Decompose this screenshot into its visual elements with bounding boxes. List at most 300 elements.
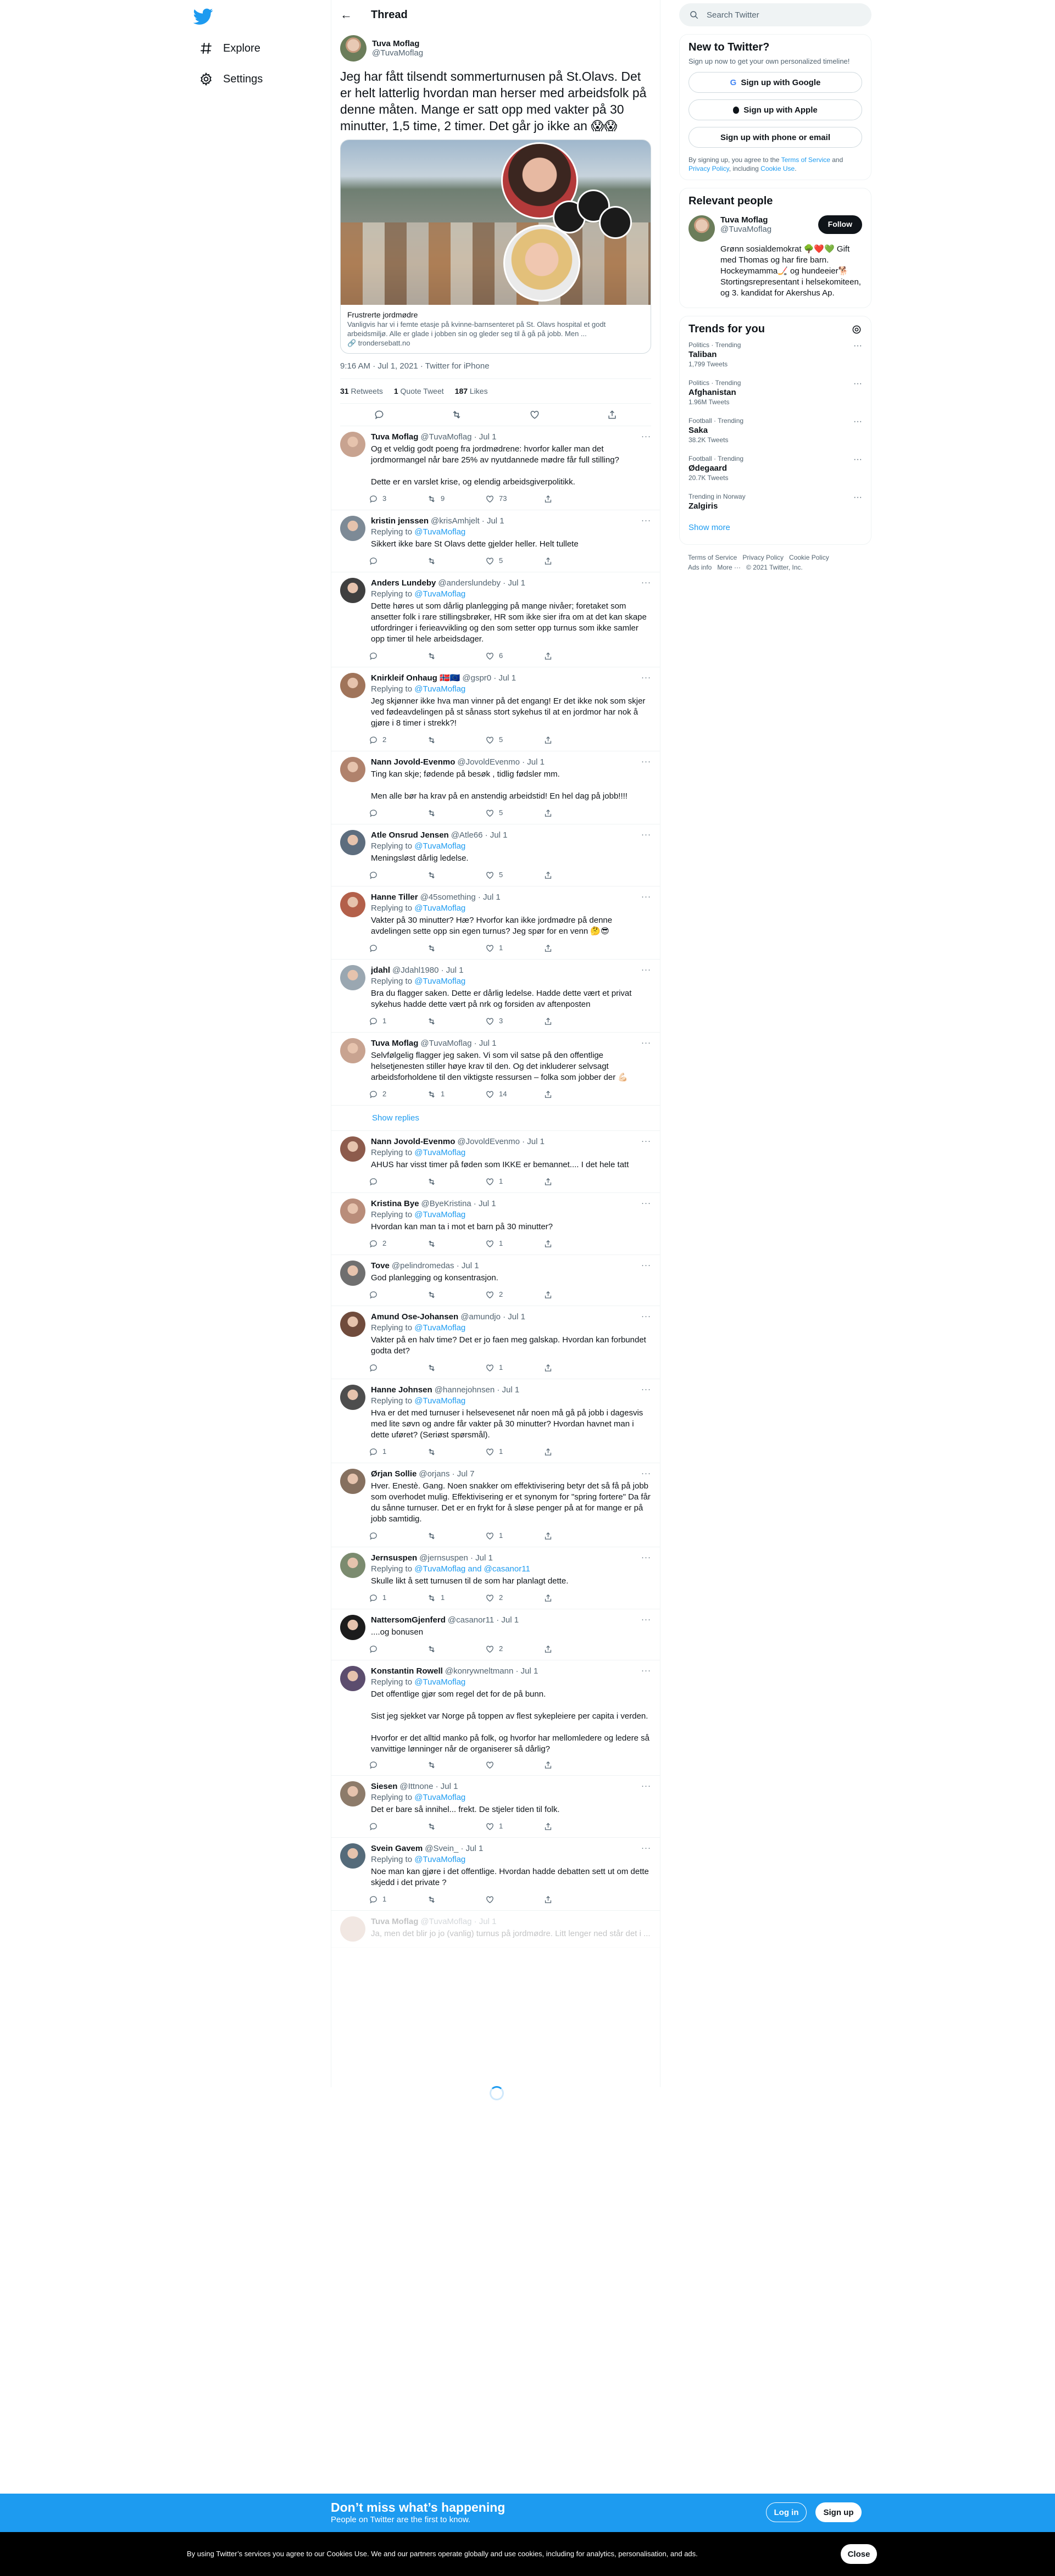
replying-to-link[interactable]: @TuvaMoflag [414,1323,466,1332]
reply-author-name[interactable]: Knirkleif Onhaug 🇳🇴🇪🇺 [371,673,460,683]
nav-settings[interactable] [192,66,269,92]
share-action[interactable] [543,1821,602,1832]
reply-header [371,1916,651,1927]
quotes-stat[interactable] [394,387,444,395]
retweets-stat[interactable] [340,387,383,395]
like-action[interactable] [485,807,543,818]
trend-item[interactable] [688,373,862,411]
more-options-icon[interactable]: ··· [853,455,862,464]
twitter-logo-icon[interactable] [193,7,213,26]
reply-tweet[interactable] [331,510,660,572]
trend-item[interactable] [688,487,862,517]
reply-author-handle[interactable]: @krisAmhjelt · Jul 1 [431,516,504,526]
like-action[interactable] [485,1643,543,1654]
avatar[interactable] [688,215,715,242]
retweet-icon [427,1644,436,1654]
retweets-label: Retweets [351,387,383,395]
like-action[interactable] [485,1894,543,1905]
share-action[interactable] [543,1362,602,1373]
share-action[interactable] [543,493,602,504]
reply-author-name[interactable]: kristin jenssen [371,516,429,526]
more-options-icon[interactable]: ··· [641,1843,651,1853]
reply-author-handle[interactable]: @hannejohnsen · Jul 1 [434,1385,520,1395]
avatar[interactable] [340,1038,365,1063]
reply-author-name[interactable]: Tuva Moflag [371,432,419,442]
share-action[interactable] [543,734,602,745]
reply-text: Dette høres ut som dårlig planlegging på mange nivåer; foretaket som ansetter folk i rare stillingsbrøker, HR som ikke sier ifra om at det kan skape utfordringer i ferieavvikling og den som setter opp turnus som ikke samler opp timer til hele arbeidsdager. [371,601,647,644]
like-count: 2 [499,1290,503,1298]
reply-tweet[interactable] [331,1033,660,1106]
main-tweet-author[interactable] [340,35,651,62]
retweet-action[interactable] [427,1238,485,1249]
reply-author-name[interactable]: Hanne Tiller [371,893,418,902]
reply-action[interactable] [369,1176,427,1187]
reply-tweet[interactable] [331,1776,660,1838]
retweet-action[interactable] [427,493,485,504]
reply-author-name[interactable]: Nann Jovold-Evenmo [371,1137,456,1146]
like-action[interactable] [485,1760,543,1770]
replying-to-link[interactable]: @TuvaMoflag [414,1793,466,1802]
more-options-icon[interactable]: ··· [641,1261,651,1270]
retweet-action[interactable] [427,1643,485,1654]
reply-author-handle[interactable]: @Atle66 · Jul 1 [451,830,508,840]
like-action[interactable] [485,734,543,745]
apple-signup-button[interactable] [688,99,862,120]
footer-line-1[interactable]: Terms of Service Privacy Policy Cookie Policy [688,554,829,561]
reply-author-name[interactable]: Jernsuspen [371,1553,418,1563]
retweet-icon [427,1290,436,1300]
like-action[interactable] [485,1089,543,1100]
replies-list [331,426,660,1948]
avatar[interactable] [340,965,365,990]
reply-author-name[interactable]: Tove [371,1261,390,1270]
reply-tweet[interactable] [331,1255,660,1306]
author-handle: @TuvaMoflag [372,48,424,58]
share-action[interactable] [543,1760,602,1770]
footer-line-2[interactable]: Ads info More ··· © 2021 Twitter, Inc. [688,564,803,571]
avatar[interactable] [340,1312,365,1337]
reply-tweet[interactable] [331,572,660,667]
share-action[interactable] [543,555,602,566]
reply-author-handle[interactable]: @anderslundeby · Jul 1 [438,578,526,588]
retweet-action[interactable] [427,1446,485,1457]
retweet-action[interactable] [427,555,485,566]
card-description: Vanligvis har vi i femte etasje på kvinne-barnsenteret på St. Olavs hospital et godt arbeidsmiljø. Alle er glade i jobben sin og gleder seg til å gå på jobb. Men ... [347,320,606,338]
avatar[interactable] [340,1553,365,1578]
cookie-link[interactable]: Cookie Use [760,165,795,172]
more-options-icon[interactable]: ··· [641,516,651,525]
share-action[interactable] [543,869,602,880]
reply-action[interactable] [369,1446,427,1457]
reply-tweet[interactable] [331,1131,660,1193]
reply-action[interactable] [369,493,427,504]
more-options-icon[interactable]: ··· [641,1553,651,1562]
avatar[interactable] [340,1198,365,1224]
google-icon: G [730,77,737,87]
more-options-icon[interactable]: ··· [853,379,862,388]
search-box[interactable] [679,3,871,26]
more-options-icon[interactable]: ··· [641,578,651,587]
reply-body [371,892,651,959]
reply-body [371,1385,651,1463]
retweet-action[interactable] [427,734,485,745]
reply-body [371,830,651,886]
reply-author-name[interactable]: jdahl [371,966,391,975]
like-action[interactable] [485,1530,543,1541]
reply-author-name[interactable]: Kristina Bye [371,1199,419,1208]
replying-to-link[interactable]: @TuvaMoflag [414,904,466,913]
replying-to-link[interactable]: @TuvaMoflag [414,1677,466,1687]
reply-action[interactable] [369,1821,427,1832]
trend-item[interactable] [688,411,862,449]
more-options-icon[interactable]: ··· [641,965,651,974]
retweet-action[interactable] [427,1289,485,1300]
likes-stat[interactable] [455,387,488,395]
reply-tweet[interactable] [331,824,660,886]
reply-body [371,757,651,824]
retweet-action[interactable] [427,1016,485,1027]
follow-button[interactable]: Follow [818,215,862,234]
more-options-icon[interactable]: ··· [641,1136,651,1146]
relevant-person[interactable] [688,215,862,242]
retweet-icon[interactable] [451,409,462,420]
share-action[interactable] [543,1446,602,1457]
more-options-icon[interactable]: ··· [641,1385,651,1394]
more-options-icon[interactable]: ··· [641,1469,651,1478]
reply-tweet[interactable] [331,1547,660,1609]
replying-to: Replying to @TuvaMoflag [371,527,466,537]
reply-author-handle[interactable]: @casanor11 · Jul 1 [447,1615,519,1625]
reply-author-handle[interactable]: @amundjo · Jul 1 [460,1312,525,1322]
share-action[interactable] [543,1592,602,1603]
replying-to-link[interactable]: @TuvaMoflag [414,977,466,986]
avatar[interactable] [340,578,365,603]
reply-author-handle[interactable]: @45something · Jul 1 [420,893,501,902]
tweet-actions [340,404,651,426]
terms-link[interactable]: Terms of Service [781,156,830,164]
reply-action[interactable] [369,734,427,745]
apple-icon [733,107,739,114]
reply-header [371,1553,651,1564]
replying-to: Replying to @TuvaMoflag [371,841,466,851]
nav-explore[interactable] [192,35,267,62]
share-icon [543,556,553,566]
reply-action[interactable] [369,1238,427,1249]
reply-author-handle[interactable]: @pelindromedas · Jul 1 [391,1261,479,1270]
more-options-icon[interactable]: ··· [641,1312,651,1321]
reply-tweet[interactable] [331,1306,660,1379]
relevant-people-panel [679,188,871,308]
trend-title: Ødegaard [688,464,728,473]
reply-author-handle[interactable]: @TuvaMoflag · Jul 1 [420,1039,497,1048]
retweet-action[interactable] [427,1894,485,1905]
reply-author-handle[interactable]: @TuvaMoflag · Jul 1 [420,432,497,442]
like-action[interactable] [485,1821,543,1832]
reply-tweet[interactable] [331,667,660,751]
replying-to-link[interactable]: @TuvaMoflag [414,589,466,599]
retweet-icon [427,494,436,504]
like-action[interactable] [485,1592,543,1603]
reply-icon[interactable] [374,409,385,420]
retweet-action[interactable] [427,943,485,954]
share-action[interactable] [543,1894,602,1905]
share-action[interactable] [543,943,602,954]
avatar[interactable] [340,1615,365,1640]
avatar[interactable] [340,1666,365,1691]
phone-signup-button[interactable] [688,127,862,148]
like-icon [485,651,495,661]
more-options-icon[interactable]: ··· [641,432,651,441]
retweet-icon [427,871,436,880]
reply-actions [369,1089,651,1100]
like-icon[interactable] [529,409,540,420]
reply-action[interactable] [369,807,427,818]
avatar[interactable] [340,432,365,457]
reply-tweet[interactable] [331,960,660,1033]
legal-text-d: . [795,165,797,172]
reply-text: Sikkert ikke bare St Olavs dette gjelder heller. Helt tullete [371,539,579,549]
like-action[interactable] [485,555,543,566]
retweet-action[interactable] [427,650,485,661]
nav-explore-label: Explore [223,42,260,54]
like-action[interactable] [485,1362,543,1373]
reply-author-handle[interactable]: @ByeKristina · Jul 1 [421,1199,496,1208]
replying-to-link[interactable]: @TuvaMoflag [414,527,466,537]
retweet-action[interactable] [427,1176,485,1187]
reply-tweet[interactable] [331,886,660,960]
reply-tweet[interactable] [331,751,660,824]
more-options-icon[interactable]: ··· [641,1781,651,1791]
reply-tweet[interactable] [331,1463,660,1547]
signup-legal [688,155,862,173]
reply-author-handle[interactable]: @orjans · Jul 7 [419,1469,475,1479]
reply-body [371,1312,651,1379]
replying-to-link[interactable]: @TuvaMoflag [414,1210,466,1219]
avatar[interactable] [340,1843,365,1869]
reply-action[interactable] [369,869,427,880]
share-icon [543,1895,553,1904]
reply-action[interactable] [369,1289,427,1300]
replying-to-link[interactable]: @TuvaMoflag [414,1148,466,1157]
avatar[interactable] [340,35,367,62]
like-action[interactable] [485,493,543,504]
reply-tweet[interactable] [331,1838,660,1911]
share-action[interactable] [543,1089,602,1100]
share-action[interactable] [543,1289,602,1300]
like-count: 1 [499,1447,503,1456]
reply-header [371,673,651,684]
trend-item[interactable] [688,336,862,373]
avatar[interactable] [340,1136,365,1162]
retweet-action[interactable] [427,1362,485,1373]
reply-actions [369,1176,651,1187]
like-action[interactable] [485,1238,543,1249]
reply-header [371,1038,651,1049]
reply-author-name[interactable]: Anders Lundeby [371,578,436,588]
reply-author-name[interactable]: Amund Ose-Johansen [371,1312,459,1322]
reply-author-handle[interactable]: @Ittnone · Jul 1 [399,1782,458,1791]
reply-author-name[interactable]: Hanne Johnsen [371,1385,432,1395]
replying-to-link[interactable]: @TuvaMoflag [414,841,466,851]
replying-to: Replying to @TuvaMoflag [371,1323,466,1332]
more-options-icon[interactable]: ··· [641,892,651,901]
reply-author-handle[interactable]: @Svein_ · Jul 1 [425,1844,484,1853]
share-action[interactable] [543,1238,602,1249]
search-input[interactable]: Search Twitter [707,10,759,20]
reply-author-name[interactable]: Svein Gavem [371,1844,423,1853]
retweet-icon [427,651,436,661]
like-count: 5 [499,809,503,817]
reply-actions [369,1289,651,1300]
reply-author-name[interactable]: NattersomGjenferd [371,1615,446,1625]
reply-count: 1 [382,1593,387,1602]
retweet-icon [427,1239,436,1248]
like-action[interactable] [485,1446,543,1457]
reply-actions [369,1821,651,1832]
reply-count: 1 [382,1447,387,1456]
person-name: Tuva Moflag [720,215,768,225]
reply-author-handle[interactable]: @jernsuspen · Jul 1 [419,1553,493,1563]
reply-action[interactable] [369,1894,427,1905]
share-icon[interactable] [607,409,618,420]
privacy-link[interactable]: Privacy Policy [688,165,729,172]
like-action[interactable] [485,1289,543,1300]
reply-author-handle[interactable]: @JovoldEvenmo · Jul 1 [457,1137,545,1146]
avatar[interactable] [340,1385,365,1410]
show-replies-link[interactable]: Show replies [331,1106,660,1131]
share-action[interactable] [543,1643,602,1654]
retweet-action[interactable] [427,1592,485,1603]
like-action[interactable] [485,1176,543,1187]
reply-action[interactable] [369,1089,427,1100]
replying-to-link[interactable]: @TuvaMoflag [414,1396,466,1406]
like-icon [485,809,495,818]
replying-to-link[interactable]: @TuvaMoflag and @casanor11 [414,1564,530,1574]
replying-to: Replying to @TuvaMoflag [371,1793,466,1802]
reply-header [371,1385,651,1396]
more-options-icon[interactable]: ··· [641,1038,651,1047]
reply-tweet[interactable] [331,1609,660,1660]
reply-action[interactable] [369,1362,427,1373]
reply-tweet[interactable] [331,1193,660,1255]
trend-item[interactable] [688,449,862,487]
reply-text: Skulle likt å sett turnusen til de som har planlagt dette. [371,1576,569,1586]
reply-author-name[interactable]: Nann Jovold-Evenmo [371,757,456,767]
more-options-icon[interactable]: ··· [641,830,651,839]
more-options-icon[interactable]: ··· [853,341,862,350]
reply-tweet[interactable] [331,426,660,510]
avatar[interactable] [340,1261,365,1286]
retweet-count: 1 [441,1090,445,1098]
replying-to: Replying to @TuvaMoflag [371,589,466,599]
google-signup-button[interactable] [688,72,862,93]
settings-gear-icon[interactable] [851,324,862,335]
more-options-icon[interactable]: ··· [641,1198,651,1208]
share-action[interactable] [543,807,602,818]
retweet-action[interactable] [427,1760,485,1770]
reply-author-handle[interactable]: @konrywneltmann · Jul 1 [445,1666,538,1676]
tweet-timestamp[interactable]: 9:16 AM · Jul 1, 2021 · Twitter for iPhone [340,354,651,379]
show-more-link[interactable]: Show more [688,523,730,532]
reply-icon [369,1290,378,1300]
retweet-action[interactable] [427,1089,485,1100]
avatar[interactable] [340,673,365,698]
avatar[interactable] [340,830,365,855]
person-bio: Grønn sosialdemokrat 🌳❤️💚 Gift med Thomas og har fire barn. Hockeymamma🏒 og hundeeier🐕 Stortingsrepresentant i helsekomiteen, og 3. kandidat for Akershus Ap. [720,244,861,298]
like-action[interactable] [485,650,543,661]
reply-author-handle[interactable]: @Jdahl1980 · Jul 1 [392,966,464,975]
google-signup-label: Sign up with Google [741,77,821,87]
avatar[interactable] [340,516,365,541]
retweet-action[interactable] [427,807,485,818]
trend-count: 1,799 Tweets [688,360,728,368]
more-options-icon[interactable]: ··· [853,493,862,502]
reply-action[interactable] [369,1016,427,1027]
reply-action[interactable] [369,1592,427,1603]
reply-action[interactable] [369,555,427,566]
like-action[interactable] [485,869,543,880]
more-options-icon[interactable]: ··· [853,417,862,426]
reply-author-name[interactable]: Atle Onsrud Jensen [371,830,449,840]
reply-author-name[interactable]: Tuva Moflag [371,1039,419,1048]
more-options-icon[interactable]: ··· [641,757,651,766]
close-cookie-button[interactable]: Close [841,2544,877,2564]
like-action[interactable] [485,943,543,954]
reply-action[interactable] [369,1760,427,1770]
link-card[interactable] [340,140,651,354]
share-action[interactable] [543,1530,602,1541]
avatar[interactable] [340,1469,365,1494]
retweet-action[interactable] [427,869,485,880]
reply-action[interactable] [369,1530,427,1541]
reply-action[interactable] [369,943,427,954]
reply-action[interactable] [369,650,427,661]
reply-action[interactable] [369,1643,427,1654]
more-options-icon[interactable]: ··· [641,1666,651,1675]
share-action[interactable] [543,650,602,661]
like-count: 5 [499,556,503,565]
reply-author-name[interactable]: Siesen [371,1782,398,1791]
reply-header [371,432,651,443]
reply-tweet[interactable] [331,1660,660,1776]
replying-to-link[interactable]: @TuvaMoflag [414,684,466,694]
signup-button[interactable]: Sign up [815,2502,862,2522]
share-action[interactable] [543,1016,602,1027]
reply-author-name[interactable]: Ørjan Sollie [371,1469,417,1479]
avatar[interactable] [340,892,365,917]
retweet-action[interactable] [427,1821,485,1832]
replying-to: Replying to @TuvaMoflag [371,1210,466,1219]
reply-body [371,1781,651,1837]
reply-tweet[interactable] [331,1379,660,1463]
replying-to-link[interactable]: @TuvaMoflag [414,1855,466,1864]
reply-author-handle[interactable]: @gspr0 · Jul 1 [462,673,517,683]
avatar[interactable] [340,1781,365,1806]
share-icon [543,1531,553,1541]
reply-author-name[interactable]: Konstantin Rowell [371,1666,443,1676]
share-action[interactable] [543,1176,602,1187]
retweet-icon [427,809,436,818]
more-options-icon[interactable]: ··· [641,673,651,682]
reply-author-handle[interactable]: @JovoldEvenmo · Jul 1 [457,757,545,767]
back-arrow-icon[interactable]: ← [340,8,352,21]
like-action[interactable] [485,1016,543,1027]
login-button[interactable]: Log in [766,2502,807,2522]
avatar[interactable] [340,757,365,782]
retweet-action[interactable] [427,1530,485,1541]
more-options-icon[interactable]: ··· [641,1615,651,1624]
reply-body [371,516,651,572]
